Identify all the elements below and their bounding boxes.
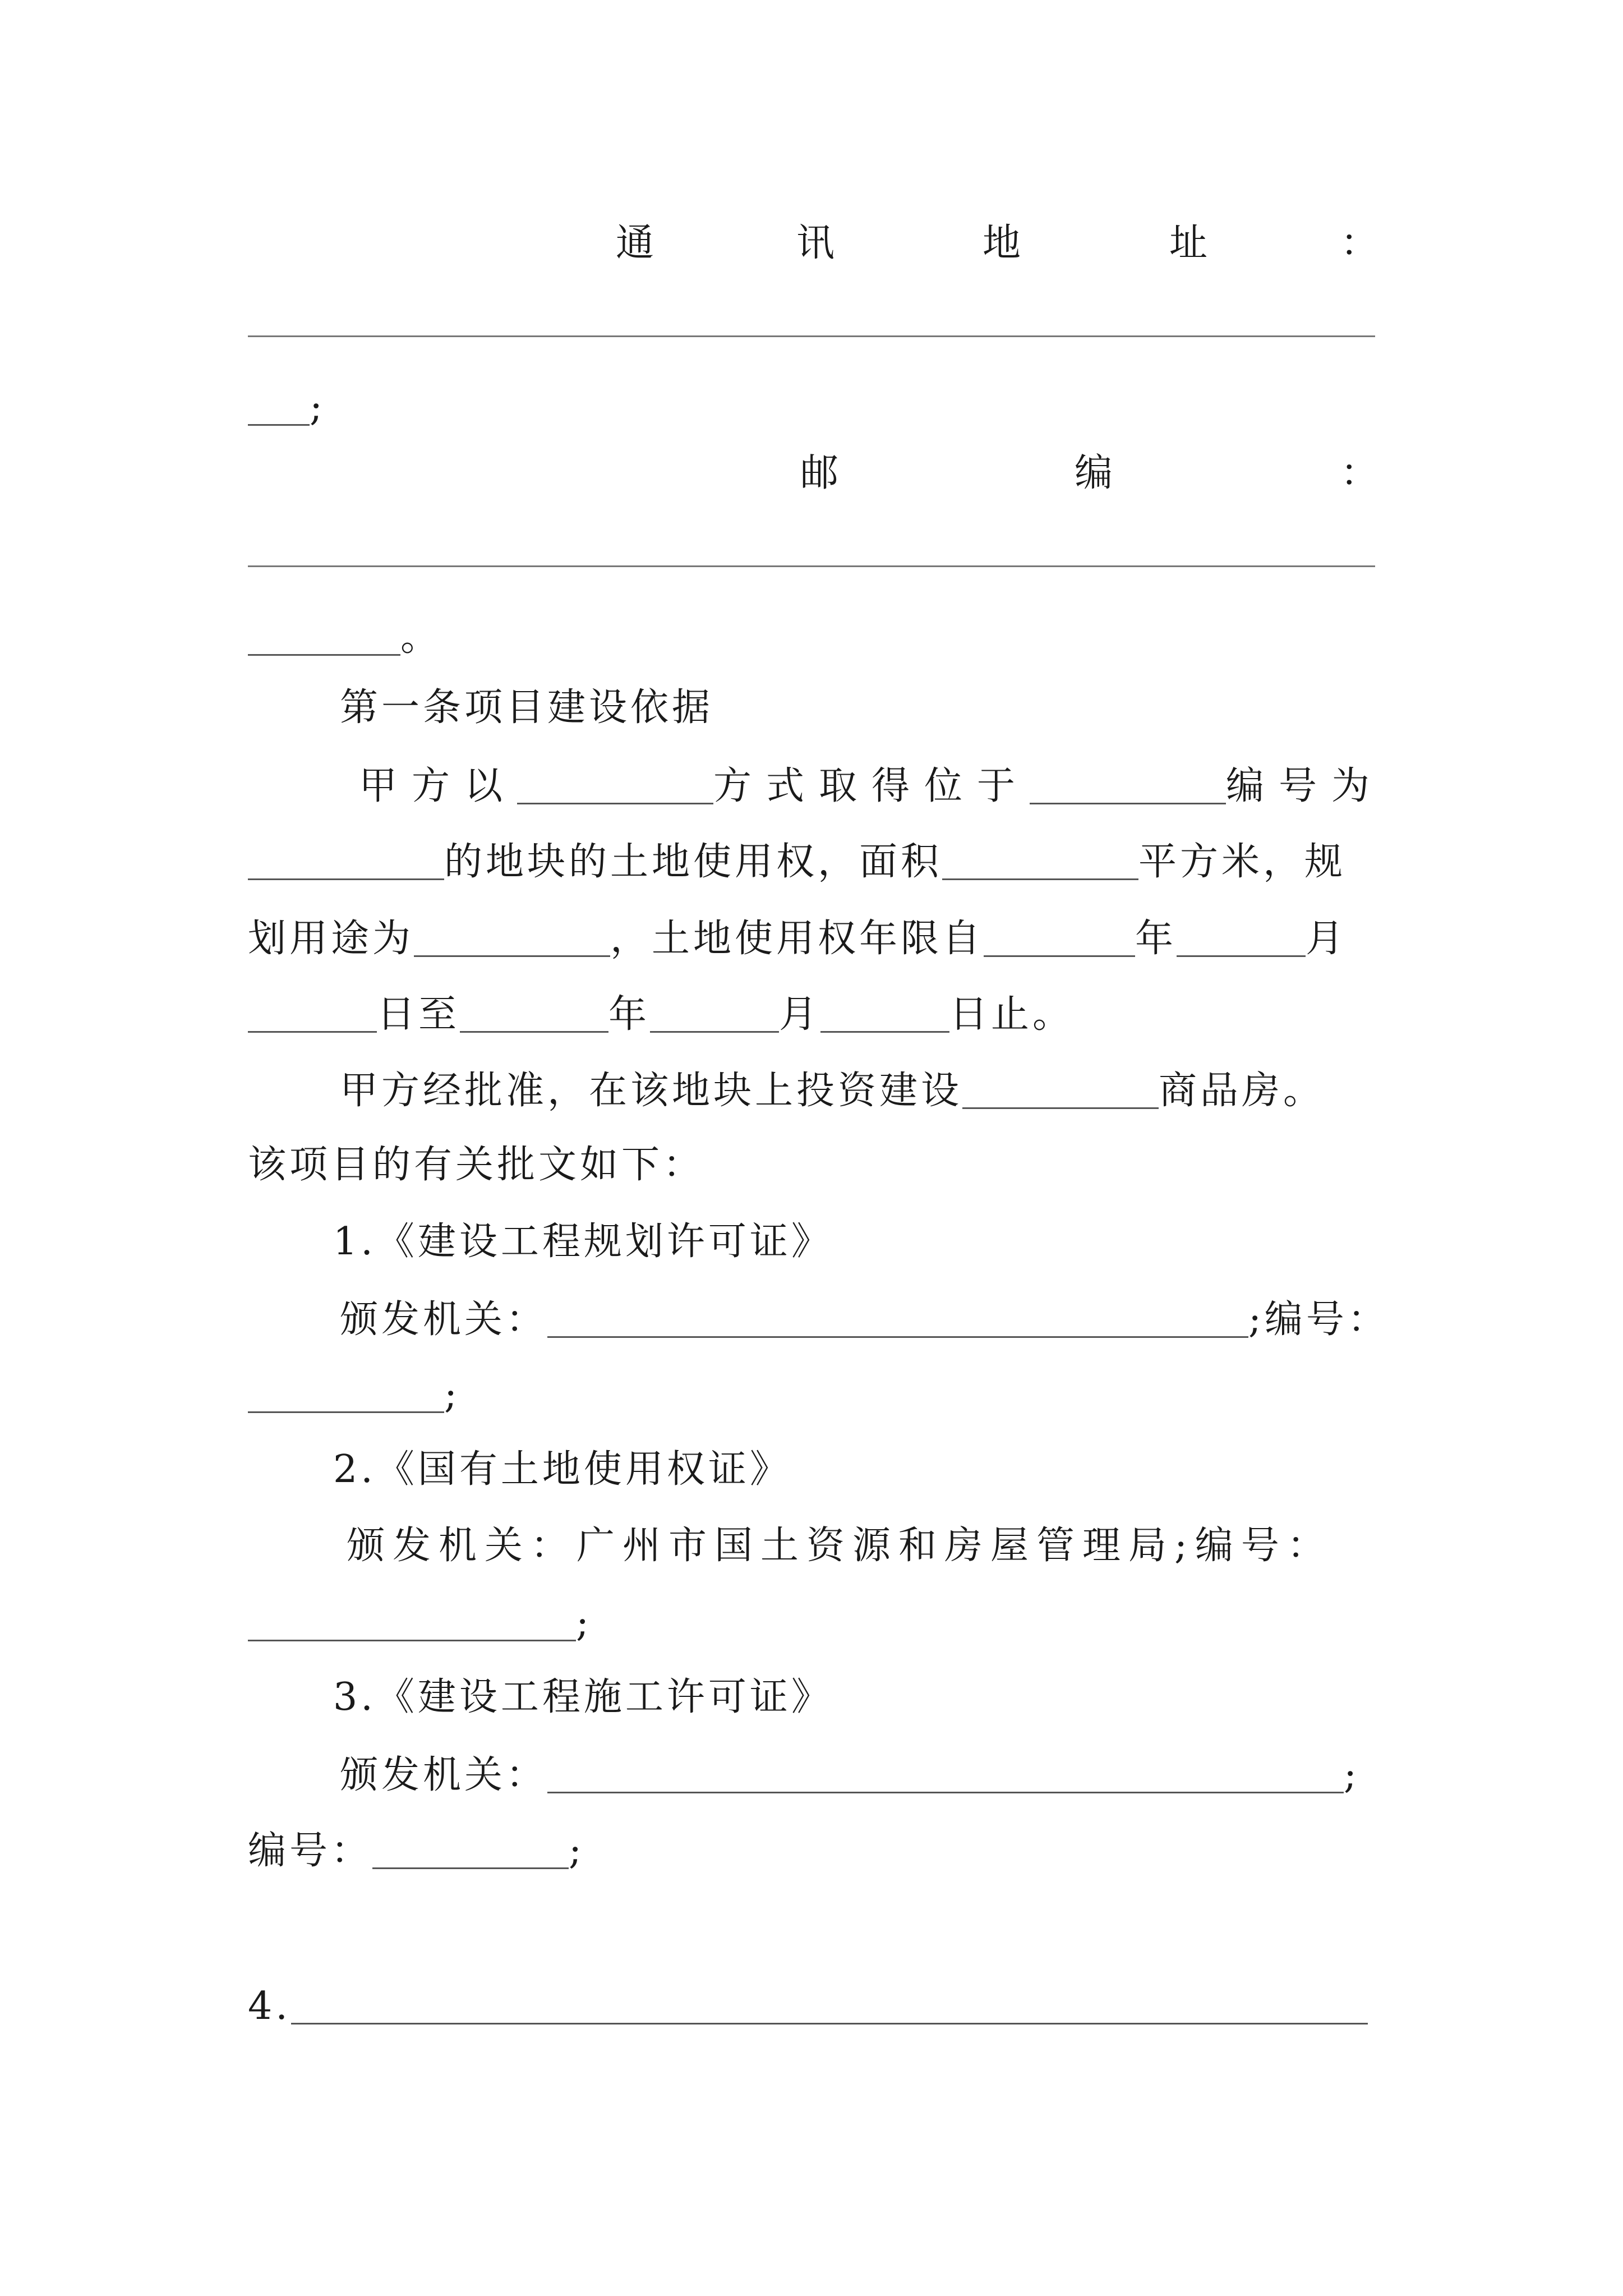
item2-number-field[interactable]	[248, 1603, 576, 1641]
para2-text: 商品房。	[1159, 1069, 1325, 1113]
para1-text: 划用途为	[248, 917, 414, 961]
item1-number-line	[248, 1373, 460, 1417]
para1-text: 甲方以	[359, 764, 518, 808]
item4-line	[248, 1986, 1368, 2026]
item1-number-field[interactable]	[248, 1374, 444, 1413]
address-blank-continuation[interactable]	[248, 387, 310, 426]
address-blank-line[interactable]	[248, 335, 1375, 337]
item3-title: 3.《建设工程施工许可证》	[333, 1675, 833, 1719]
para2-line1	[340, 1069, 1325, 1113]
project-name-field[interactable]	[962, 1070, 1159, 1109]
para2-text: 甲方经批准，在该地块上投资建设	[340, 1069, 963, 1113]
item3-number-field[interactable]	[372, 1830, 569, 1869]
para1-line1	[359, 766, 1384, 806]
postcode-blank-line[interactable]	[248, 565, 1375, 567]
address-tail-punct: ;	[310, 385, 326, 430]
postcode-label-colon: ：	[1340, 451, 1382, 495]
item1-authority-field[interactable]	[547, 1299, 1248, 1338]
para1-line4	[248, 992, 1075, 1037]
para1-line2	[248, 840, 1347, 884]
number-label: ;编号：	[1248, 1297, 1389, 1342]
parcel-number-field[interactable]	[248, 841, 444, 880]
address-label-char: 地	[983, 221, 1025, 265]
authority-label: 颁发机关：	[340, 1297, 548, 1342]
item2-authority-line: 颁发机关：广州市国土资源和房屋管理局;编号：	[347, 1524, 1333, 1568]
address-label-char: 通	[616, 221, 658, 265]
address-label-colon: ：	[1340, 221, 1382, 265]
para1-line3	[248, 917, 1348, 961]
land-use-field[interactable]	[414, 918, 610, 957]
para1-text: 的地块的土地使用权，面积	[444, 840, 943, 884]
item2-number-line	[248, 1601, 592, 1645]
item3-authority-tail: ;	[1344, 1753, 1360, 1797]
item2-tail: ;	[576, 1601, 592, 1645]
authority-label: 颁发机关：	[340, 1753, 548, 1797]
item3-tail: ;	[569, 1829, 585, 1873]
item1-authority-line	[340, 1297, 1389, 1342]
start-day-field[interactable]	[248, 994, 377, 1033]
postcode-label-char: 邮	[800, 451, 842, 495]
para1-text: ，土地使用权年限自	[610, 917, 984, 961]
article-heading: 第一条项目建设依据	[340, 685, 714, 730]
item3-authority-field[interactable]	[547, 1755, 1344, 1793]
number-label: 编号：	[248, 1829, 373, 1873]
postcode-blank-tail[interactable]	[248, 615, 442, 660]
postcode-blank-continuation[interactable]	[248, 617, 400, 656]
para1-text: 平方米，规	[1138, 840, 1347, 884]
para1-text: 年	[608, 992, 651, 1037]
para2-line2: 该项目的有关批文如下：	[248, 1143, 705, 1187]
item1-title: 1.《建设工程规划许可证》	[333, 1220, 833, 1264]
end-day-field[interactable]	[820, 994, 949, 1033]
para1-text: 日止。	[949, 992, 1075, 1037]
postcode-tail-punct: 。	[400, 615, 442, 660]
para1-text: 月	[779, 992, 821, 1037]
postcode-label-char: 编	[1075, 451, 1117, 495]
item4-prefix: 4.	[248, 1984, 291, 2028]
start-month-field[interactable]	[1177, 918, 1306, 957]
item3-number-line	[248, 1829, 585, 1873]
item1-tail: ;	[444, 1373, 460, 1417]
para1-text: 日至	[377, 992, 460, 1037]
land-location-field[interactable]	[1030, 766, 1226, 804]
para1-text: 编号为	[1226, 764, 1385, 808]
end-year-field[interactable]	[460, 994, 608, 1033]
para1-text: 年	[1135, 917, 1177, 961]
item2-title: 2.《国有土地使用权证》	[333, 1447, 791, 1492]
para1-text: 方式取得位于	[713, 764, 1030, 808]
address-blank-tail[interactable]	[248, 385, 326, 430]
end-month-field[interactable]	[650, 994, 779, 1033]
item3-authority-line	[340, 1755, 1360, 1795]
address-label-char: 讯	[796, 221, 838, 265]
start-year-field[interactable]	[984, 918, 1135, 957]
address-label-char: 址	[1169, 221, 1211, 265]
area-field[interactable]	[942, 841, 1138, 880]
item4-field[interactable]	[291, 1986, 1368, 2024]
acquisition-method-field[interactable]	[517, 766, 713, 804]
para1-text: 月	[1306, 917, 1348, 961]
